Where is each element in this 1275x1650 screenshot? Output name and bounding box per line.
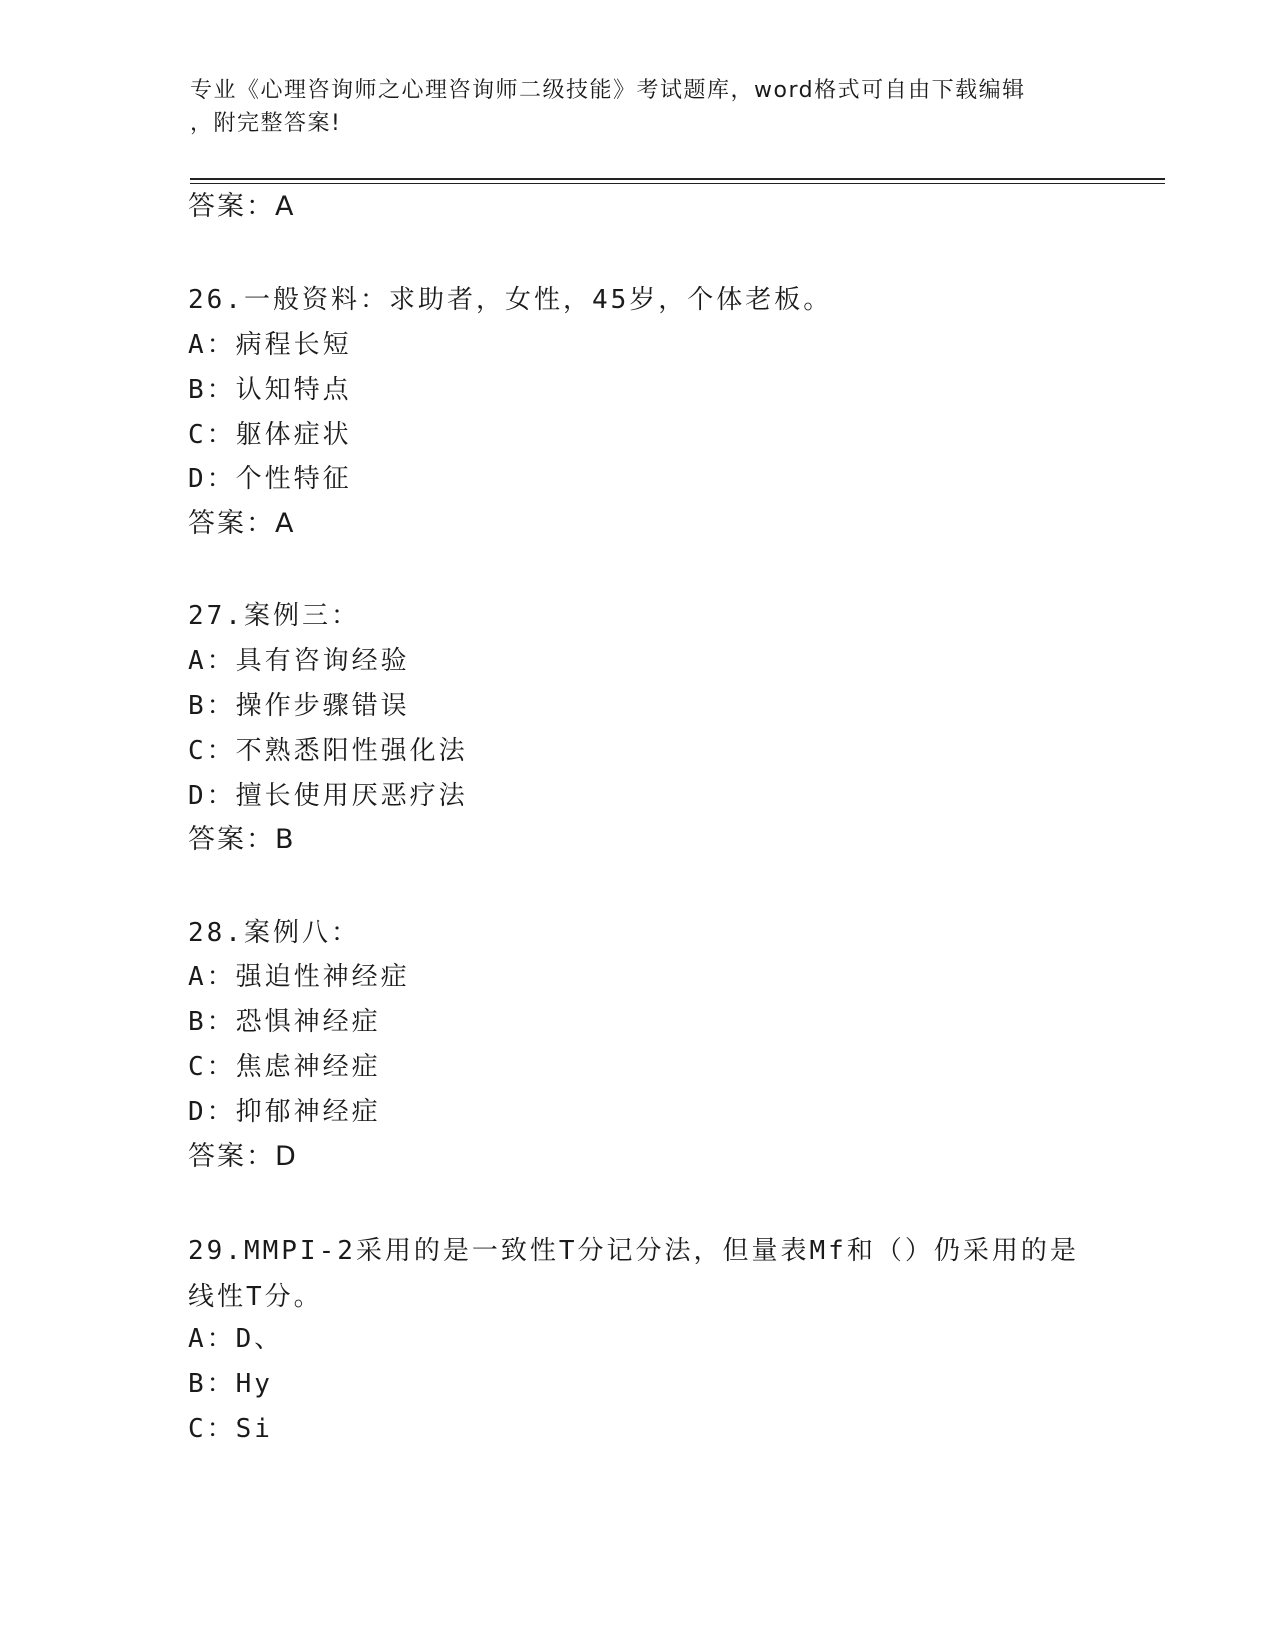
option-a: A：强迫性神经症 xyxy=(188,962,410,992)
answer: 答案：B xyxy=(188,824,296,855)
question-stem: 29.MMPI-2采用的是一致性T分记分法，但量表Mf和（）仍采用的是线性T分。 xyxy=(188,1236,1079,1312)
option-a: A：具有咨询经验 xyxy=(188,646,410,676)
header-title-line2: ，附完整答案! xyxy=(190,111,342,136)
option-b: B：Hy xyxy=(188,1369,273,1399)
option-c: C：躯体症状 xyxy=(188,420,352,450)
header-title-line1: 专业《心理咨询师之心理咨询师二级技能》考试题库，word格式可自由下载编辑 xyxy=(190,78,1026,103)
option-a: A：病程长短 xyxy=(188,330,352,360)
question-stem: 26.一般资料：求助者，女性，45岁，个体老板。 xyxy=(188,285,833,315)
option-d: D：抑郁神经症 xyxy=(188,1097,381,1127)
option-c: C：Si xyxy=(188,1414,273,1444)
option-d: D：个性特征 xyxy=(188,464,352,494)
answer: 答案：A xyxy=(188,508,296,539)
question-stem: 27.案例三： xyxy=(188,601,360,631)
question-stem: 28.案例八： xyxy=(188,918,360,948)
document-header xyxy=(190,74,1070,140)
option-c: C：焦虑神经症 xyxy=(188,1052,381,1082)
header-divider-thin xyxy=(190,183,1165,184)
option-b: B：认知特点 xyxy=(188,375,352,405)
header-divider xyxy=(190,178,1165,180)
option-b: B：操作步骤错误 xyxy=(188,691,410,721)
option-c: C：不熟悉阳性强化法 xyxy=(188,736,468,766)
option-d: D：擅长使用厌恶疗法 xyxy=(188,781,468,811)
answer: 答案：D xyxy=(188,1141,298,1172)
option-a: A：D、 xyxy=(188,1324,284,1354)
previous-answer: 答案：A xyxy=(188,191,296,222)
option-b: B：恐惧神经症 xyxy=(188,1007,381,1037)
